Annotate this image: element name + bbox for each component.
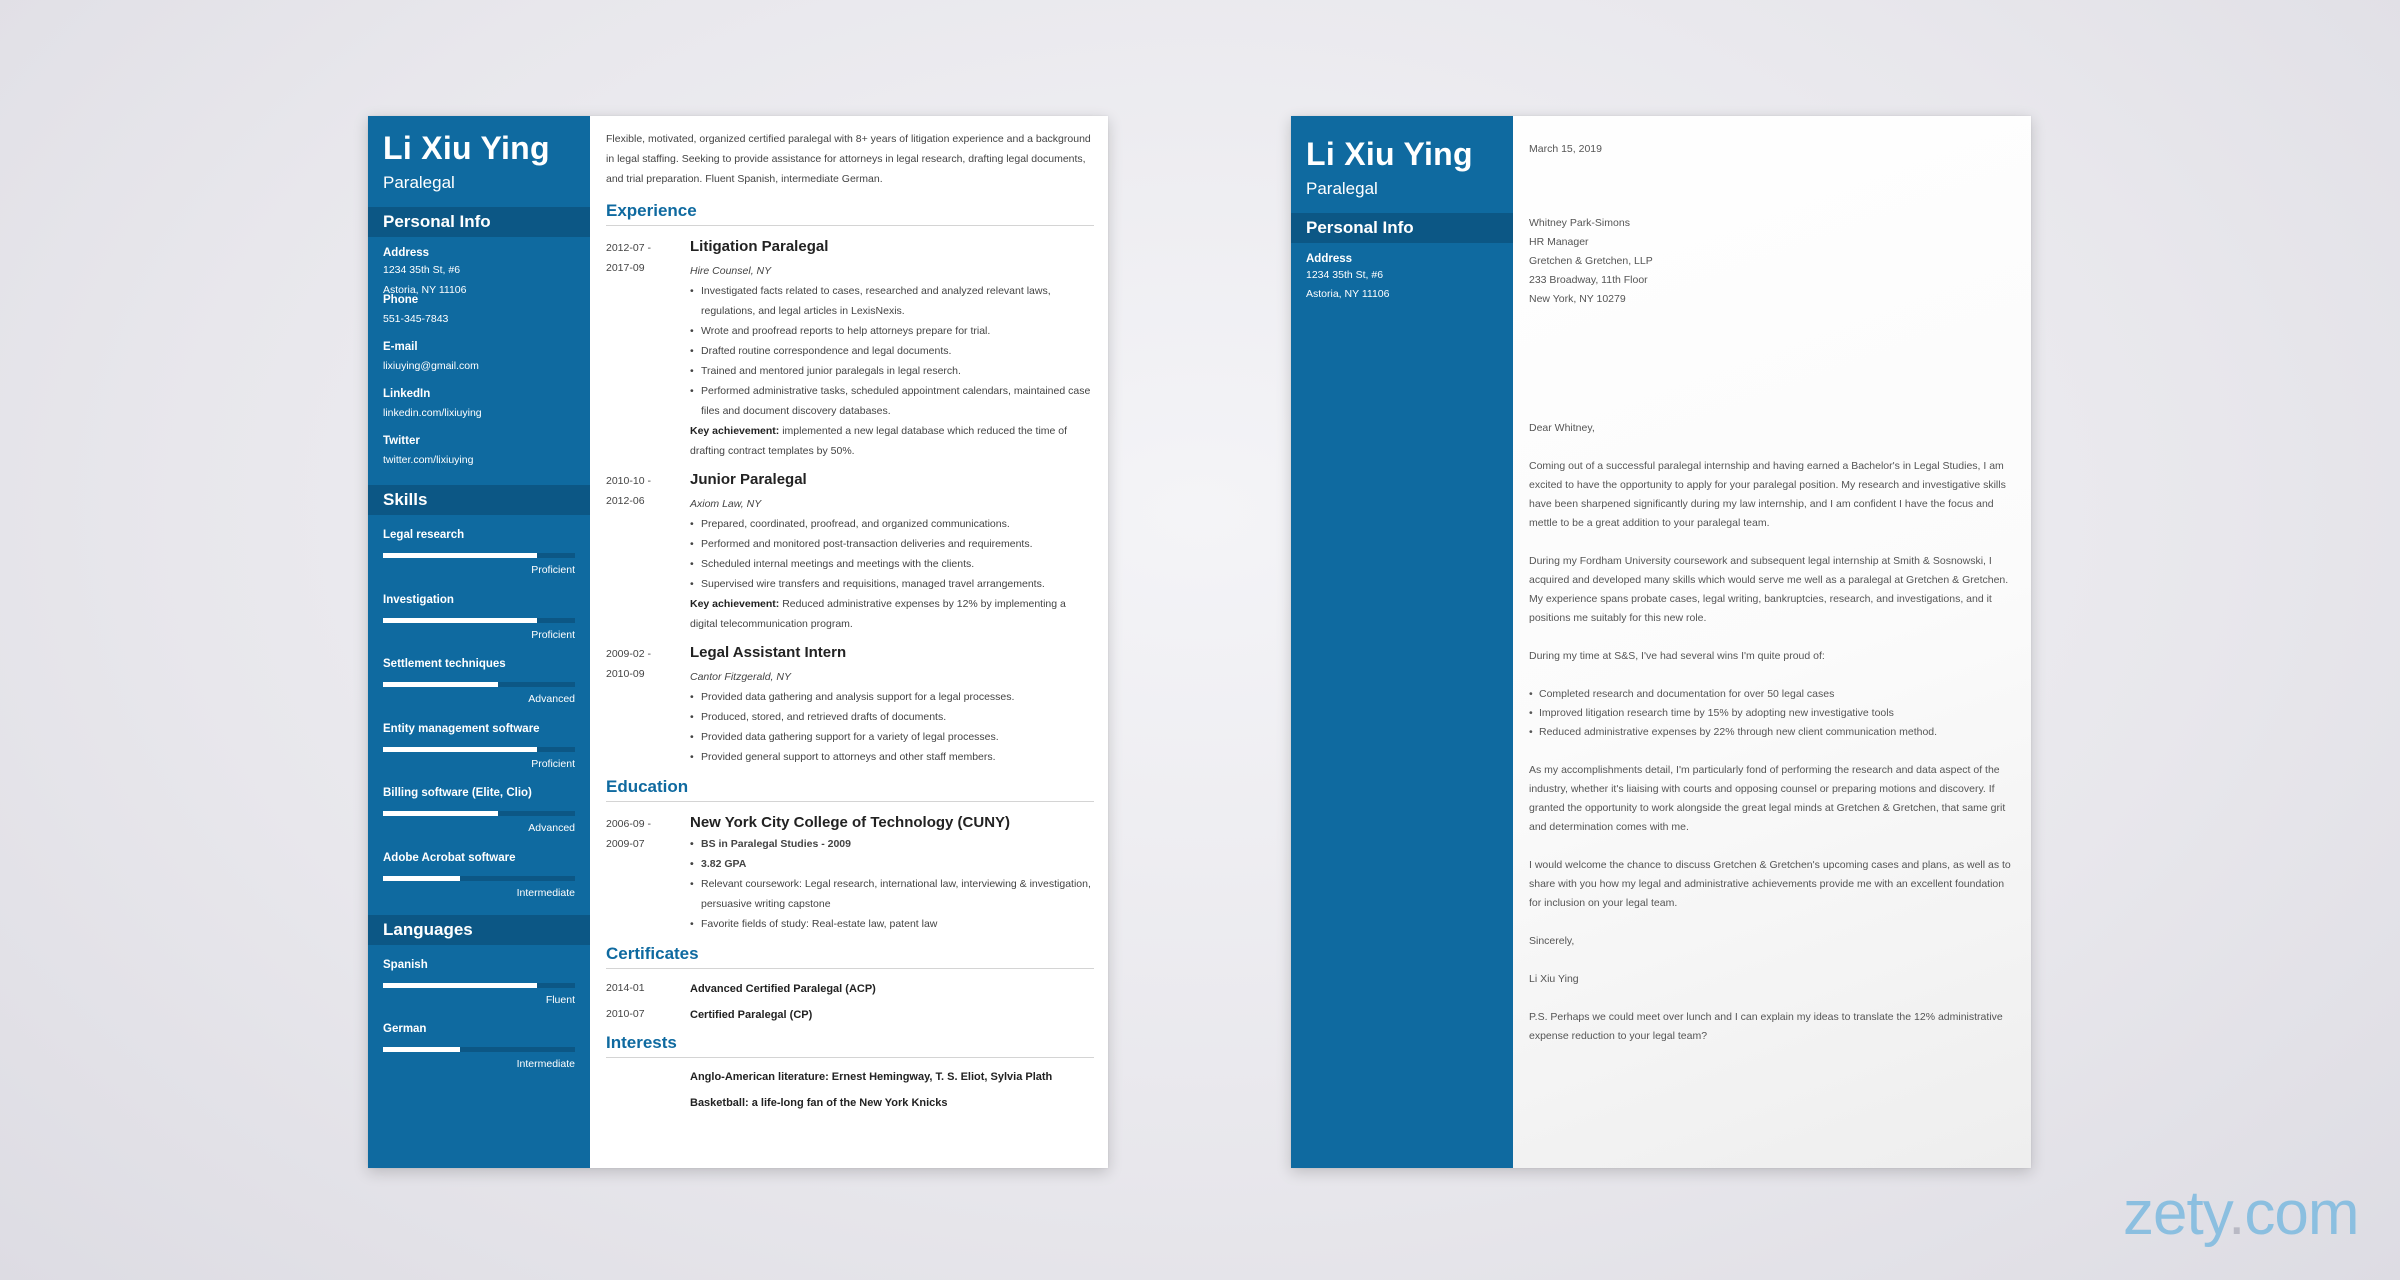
skill-bar [383,553,575,558]
job-title: Legal Assistant Intern [690,644,847,661]
paragraph: As my accomplishments detail, I'm particularly fond of performing the research and data aspect of the industry, whether it's liaising with courts and opposing counsel or preparing motions and discovery. If granted the opportunity to work alongside the great legal minds at Gretchen & Gretchen, that same grit and determination comes with me. [1529,764,2006,833]
skill-bar [383,747,575,752]
info-value: lixiuying@gmail.com [383,360,479,372]
signature: Li Xiu Ying [1529,973,1579,985]
bullet: • Provided data gathering and analysis support for a legal processes. [690,687,1094,707]
skill-item [383,592,575,657]
entry-dates: 2012-07 - 2017-09 [606,242,651,274]
bullet: • Trained and mentored junior paralegals in legal reserch. [690,361,1094,381]
resume-main [606,116,1094,1168]
company: Cantor Fitzgerald, NY [690,671,791,683]
gpa: • 3.82 GPA [690,854,1094,874]
bullet-list [690,687,1094,767]
bullet: • Provided data gathering support for a variety of legal processes. [690,727,1094,747]
info-linkedin [368,388,590,435]
interests-list [606,1064,1094,1116]
personal-info-heading: Personal Info [368,207,590,237]
experience-entry [606,469,1094,634]
info-label: LinkedIn [383,388,431,400]
skill-name: Legal research [383,529,465,541]
recipient-line: Whitney Park-Simons [1529,217,1630,229]
letter-job-title: Paralegal [1306,179,1378,198]
resume-job-title: Paralegal [383,173,455,192]
letter-date: March 15, 2019 [1529,143,1602,155]
info-label: Address [383,247,430,259]
skill-bar [383,811,575,816]
entry-dates: 2010-10 - 2012-06 [606,475,651,507]
degree: • BS in Paralegal Studies - 2009 [690,834,1094,854]
bullet-list [690,514,1094,594]
info-value: 1234 35th St, #6 Astoria, NY 11106 [383,264,467,296]
bullet: • Prepared, coordinated, proofread, and organized communications. [690,514,1094,534]
letter-personal-info-heading: Personal Info [1291,213,1513,243]
key-achievement: Key achievement: implemented a new legal database which reduced the time of drafting contract templates by 50%. [690,425,1068,457]
bullet: • Wrote and proofread reports to help attorneys prepare for trial. [690,321,1094,341]
closing: Sincerely, [1529,935,1575,947]
info-address [368,247,590,294]
bullet: • Provided general support to attorneys and other staff members. [690,747,1094,767]
language-name: German [383,1023,427,1036]
job-title: Junior Paralegal [690,471,807,488]
skill-bar-fill [383,811,498,816]
info-label: E-mail [383,341,418,353]
bullet-list [690,281,1094,421]
skill-name: Adobe Acrobat software [383,851,516,864]
skills-heading: Skills [368,485,590,515]
resume-page [368,116,1108,1168]
key-achievement: Key achievement: Reduced administrative expenses by 12% by implementing a digital telecommunication program. [690,598,1066,630]
skill-level: Intermediate [516,886,575,899]
language-level: Fluent [545,993,575,1006]
info-phone [368,294,590,341]
language-bar-fill [383,1047,460,1052]
interest-item: Anglo-American literature: Ernest Hemingway, T. S. Eliot, Sylvia Plath [690,1071,1053,1083]
postscript: P.S. Perhaps we could meet over lunch and I can explain my ideas to translate the 12% administrative expense reduction to your legal team? [1529,1011,2003,1042]
recipient-line: New York, NY 10279 [1529,293,1626,305]
personal-info-list [368,237,590,480]
skill-level: Proficient [531,564,575,576]
bullet: • Supervised wire transfers and requisitions, managed travel arrangements. [690,574,1094,594]
skill-item [383,785,575,850]
skill-level: Proficient [531,628,575,641]
resume-summary: Flexible, motivated, organized certified paralegal with 8+ years of litigation experience and a background in legal staffing. Seeking to provide assistance for attorneys in legal research, drafting legal documents, and trial preparation. Fluent Spanish, intermediate German. [606,133,1091,185]
skill-item [383,656,575,721]
language-bar-fill [383,983,537,988]
experience-entry [606,236,1094,461]
info-label: Address [1306,253,1353,265]
info-value: linkedin.com/lixiuying [383,407,482,419]
language-bar [383,1047,575,1052]
bullet: • Drafted routine correspondence and legal documents. [690,341,1094,361]
experience-heading: Experience [606,201,1094,226]
certificate-item [606,1001,1094,1027]
education-entry [606,812,1094,934]
skill-bar [383,618,575,623]
certificate-name: Advanced Certified Paralegal (ACP) [690,983,876,995]
experience-entry [606,642,1094,767]
bullet: • Improved litigation research time by 15% by adopting new investigative tools [1529,704,2017,723]
bullet: • Investigated facts related to cases, researched and analyzed relevant laws, regulations, and legal articles in LexisNexis. [690,281,1094,321]
language-name: Spanish [383,958,428,971]
wins-list [1529,685,2017,742]
certificates-list [606,975,1094,1027]
bullet: • Completed research and documentation for over 50 legal cases [1529,685,2017,704]
info-value: 1234 35th St, #6 Astoria, NY 11106 [1306,269,1390,300]
skill-bar [383,682,575,687]
skill-bar-fill [383,553,537,558]
certificate-name: Certified Paralegal (CP) [690,1009,813,1021]
letter-name: Li Xiu Ying [1306,136,1473,172]
skill-name: Entity management software [383,722,540,735]
bullet: • Reduced administrative expenses by 22% through new client communication method. [1529,723,2017,742]
skill-item [383,850,575,915]
letter-address [1291,243,1513,304]
info-label: Phone [383,294,419,306]
skill-bar-fill [383,747,537,752]
recipient-line: 233 Broadway, 11th Floor [1529,274,1648,286]
info-twitter [368,435,590,480]
skill-bar-fill [383,682,498,687]
bullet-list [690,834,1094,934]
paragraph: Coming out of a successful paralegal internship and having earned a Bachelor's in Legal Studies, I am excited to have the opportunity to apply for your paralegal position. My research and investigative skills have been sharpened significantly during my law internship, and I am confident I have the focus and mettle to be a great addition to your paralegal team. [1529,460,2006,529]
paragraph: I would welcome the chance to discuss Gretchen & Gretchen's upcoming cases and plans, as well as to share with you how my legal and administrative achievements provide me with an excellent foundation for inclusion on your legal team. [1529,859,2011,909]
info-value: twitter.com/lixiuying [383,454,474,466]
skill-bar [383,876,575,881]
letter-body [1529,116,2017,1046]
languages-list [368,945,590,1086]
resume-sidebar [368,116,590,1168]
recipient-line: Gretchen & Gretchen, LLP [1529,255,1653,267]
info-email [368,341,590,388]
skill-name: Settlement techniques [383,658,506,671]
bullet: • Favorite fields of study: Real-estate law, patent law [690,914,1094,934]
skill-bar-fill [383,618,537,623]
greeting: Dear Whitney, [1529,422,1595,434]
company: Axiom Law, NY [690,498,762,510]
education-heading: Education [606,777,1094,802]
bullet: • Produced, stored, and retrieved drafts of documents. [690,707,1094,727]
language-item [383,1021,575,1086]
bullet: • Scheduled internal meetings and meetings with the clients. [690,554,1094,574]
recipient-block [1529,214,2017,309]
certificate-date: 2010-07 [606,1008,645,1020]
skill-bar-fill [383,876,460,881]
entry-dates: 2006-09 - 2009-07 [606,818,651,850]
cover-letter-page [1291,116,2031,1168]
languages-heading: Languages [368,915,590,945]
certificate-item [606,975,1094,1001]
language-bar [383,983,575,988]
paragraph: During my time at S&S, I've had several wins I'm quite proud of: [1529,650,1825,662]
skill-level: Advanced [528,693,575,706]
paragraph: During my Fordham University coursework and subsequent legal internship at Smith & Sosnowski, I acquired and developed many skills which would serve me well as a paralegal at Gretchen & Gretchen. My experience spans probate cases, legal writing, bankruptcies, research, and investigations, and it positions me suitably for this new role. [1529,555,2009,624]
letter-sidebar [1291,116,1513,1168]
bullet: • Performed and monitored post-transaction deliveries and requirements. [690,534,1094,554]
job-title: Litigation Paralegal [690,238,829,255]
entry-dates: 2009-02 - 2010-09 [606,648,651,680]
recipient-line: HR Manager [1529,236,1589,248]
company: Hire Counsel, NY [690,265,772,277]
skill-name: Investigation [383,593,454,606]
interest-item: Basketball: a life-long fan of the New York Knicks [690,1097,948,1109]
bullet: • Performed administrative tasks, scheduled appointment calendars, maintained case files and document discovery databases. [690,381,1094,421]
zety-logo: zety.com [2123,1179,2359,1248]
skill-item [383,527,575,592]
resume-name: Li Xiu Ying [383,130,550,166]
skills-list [368,515,590,915]
school-name: New York City College of Technology (CUNY) [690,814,1011,831]
certificates-heading: Certificates [606,944,1094,969]
bullet: • Relevant coursework: Legal research, international law, interviewing & investigation, persuasive writing capstone [690,874,1094,914]
language-level: Intermediate [516,1058,575,1071]
skill-item [383,721,575,786]
language-item [383,957,575,1022]
interests-heading: Interests [606,1033,1094,1058]
skill-level: Proficient [531,757,575,770]
certificate-date: 2014-01 [606,982,645,994]
info-label: Twitter [383,435,420,447]
skill-level: Advanced [528,822,575,835]
info-value: 551-345-7843 [383,313,449,325]
skill-name: Billing software (Elite, Clio) [383,787,532,800]
